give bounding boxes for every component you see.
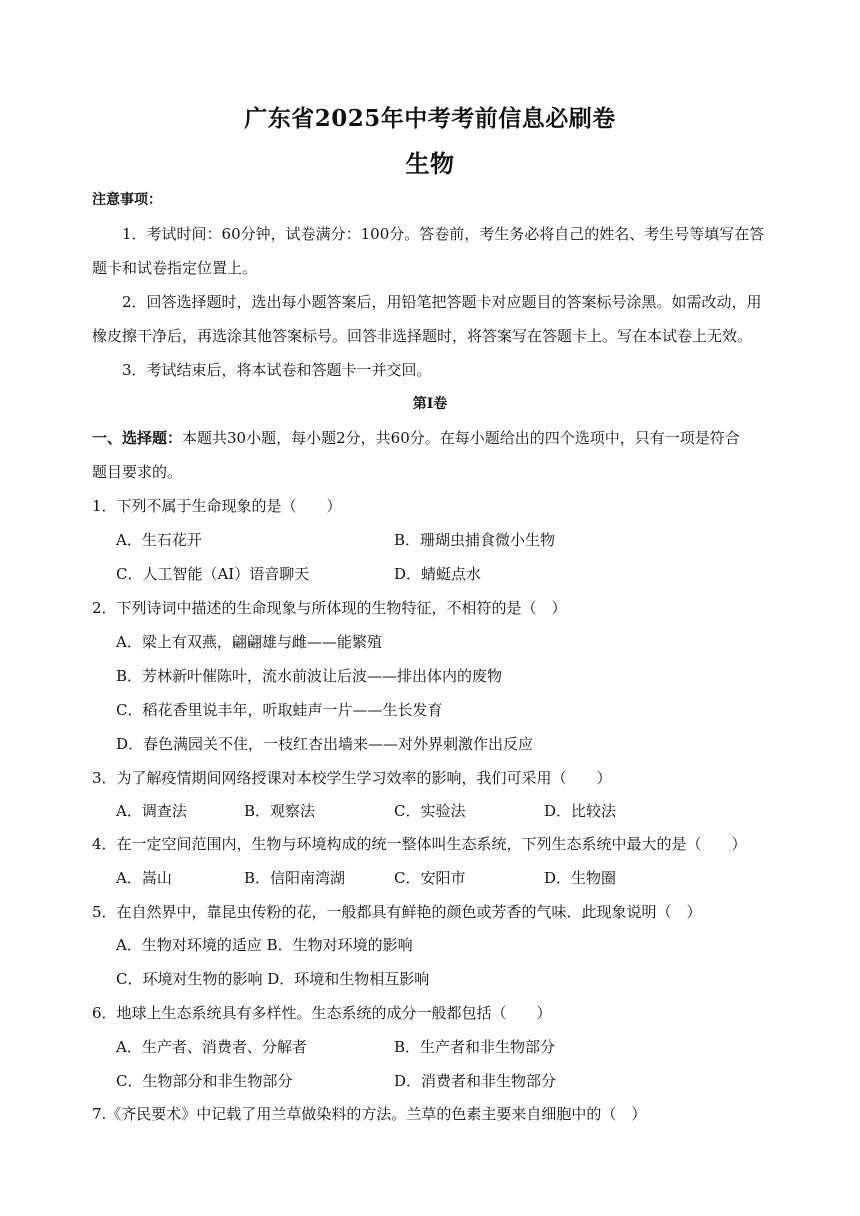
subject-title: 生物 (405, 149, 455, 178)
question-option: D．生物圈 (544, 869, 617, 887)
section-intro (92, 428, 740, 448)
question-option: A．嵩山 (116, 869, 172, 887)
section-text-cont: 题目要求的。 (92, 463, 183, 481)
section-label: 一、选择题： (92, 429, 183, 447)
question-stem: 4．在一定空间范围内，生物与环境构成的统一整体叫生态系统，下列生态系统中最大的是（ ） (92, 835, 747, 853)
question-option: A．生石花开 (116, 531, 202, 549)
question-option: B．观察法 (244, 802, 316, 820)
question-option: B．珊瑚虫捕食微小生物 (394, 531, 556, 549)
question-option: D．消费者和非生物部分 (394, 1072, 557, 1090)
notice-line: 题卡和试卷指定位置上。 (92, 259, 258, 277)
notice-line: 2．回答选择题时，选出每小题答案后，用铅笔把答题卡对应题目的答案标号涂黑。如需改动，用 (122, 293, 762, 311)
question-option: A．梁上有双燕，翩翩雄与雌——能繁殖 (116, 633, 382, 651)
question-option: B．芳林新叶催陈叶，流水前波让后波——排出体内的废物 (116, 667, 503, 685)
question-stem: 6．地球上生态系统具有多样性。生态系统的成分一般都包括（ ） (92, 1004, 552, 1022)
question-stem: 7.《齐民要术》中记载了用兰草做染料的方法。兰草的色素主要来自细胞中的（ ） (92, 1105, 647, 1123)
section-text: 本题共30小题，每小题2分，共60分。在每小题给出的四个选项中，只有一项是符合 (182, 429, 740, 447)
question-stem: 2．下列诗词中描述的生命现象与所体现的生物特征，不相符的是（ ） (92, 599, 567, 617)
question-option: C．稻花香里说丰年，听取蛙声一片——生长发育 (116, 701, 443, 719)
question-option: A．调查法 (116, 802, 187, 820)
question-stem: 5．在自然界中，靠昆虫传粉的花，一般都具有鲜艳的颜色或芳香的气味．此现象说明（ ） (92, 903, 702, 921)
question-option: A．生产者、消费者、分解者 (116, 1038, 307, 1056)
question-option: C．人工智能（AI）语音聊天 (116, 565, 310, 583)
question-stem: 3．为了解疫情期间网络授课对本校学生学习效率的影响，我们可采用（ ） (92, 769, 612, 787)
exam-title: 广东省2025年中考考前信息必刷卷 (244, 105, 616, 132)
notice-line: 3．考试结束后，将本试卷和答题卡一并交回。 (122, 361, 432, 379)
question-option: A．生物对环境的适应 B．生物对环境的影响 (116, 936, 413, 954)
question-option: B．信阳南湾湖 (244, 869, 346, 887)
question-option: C．实验法 (394, 802, 466, 820)
question-option: D．比较法 (544, 802, 617, 820)
question-option: D．春色满园关不住，一枝红杏出墙来——对外界刺激作出反应 (116, 735, 534, 753)
notice-line: 橡皮擦干净后，再选涂其他答案标号。回答非选择题时，将答案写在答题卡上。写在本试卷上无效。 (92, 327, 753, 345)
volume-heading: 第Ⅰ卷 (412, 396, 448, 412)
question-option: C．安阳市 (394, 869, 466, 887)
question-option: C．环境对生物的影响 D．环境和生物相互影响 (116, 970, 430, 988)
question-option: B．生产者和非生物部分 (394, 1038, 556, 1056)
question-stem: 1．下列不属于生命现象的是（ ） (92, 497, 342, 515)
question-option: C．生物部分和非生物部分 (116, 1072, 293, 1090)
notice-line: 1．考试时间：60分钟，试卷满分：100分。答卷前，考生务必将自己的姓名、考生号等填写在答 (122, 225, 765, 243)
question-option: D．蜻蜓点水 (394, 565, 482, 583)
notice-heading: 注意事项： (92, 192, 162, 208)
